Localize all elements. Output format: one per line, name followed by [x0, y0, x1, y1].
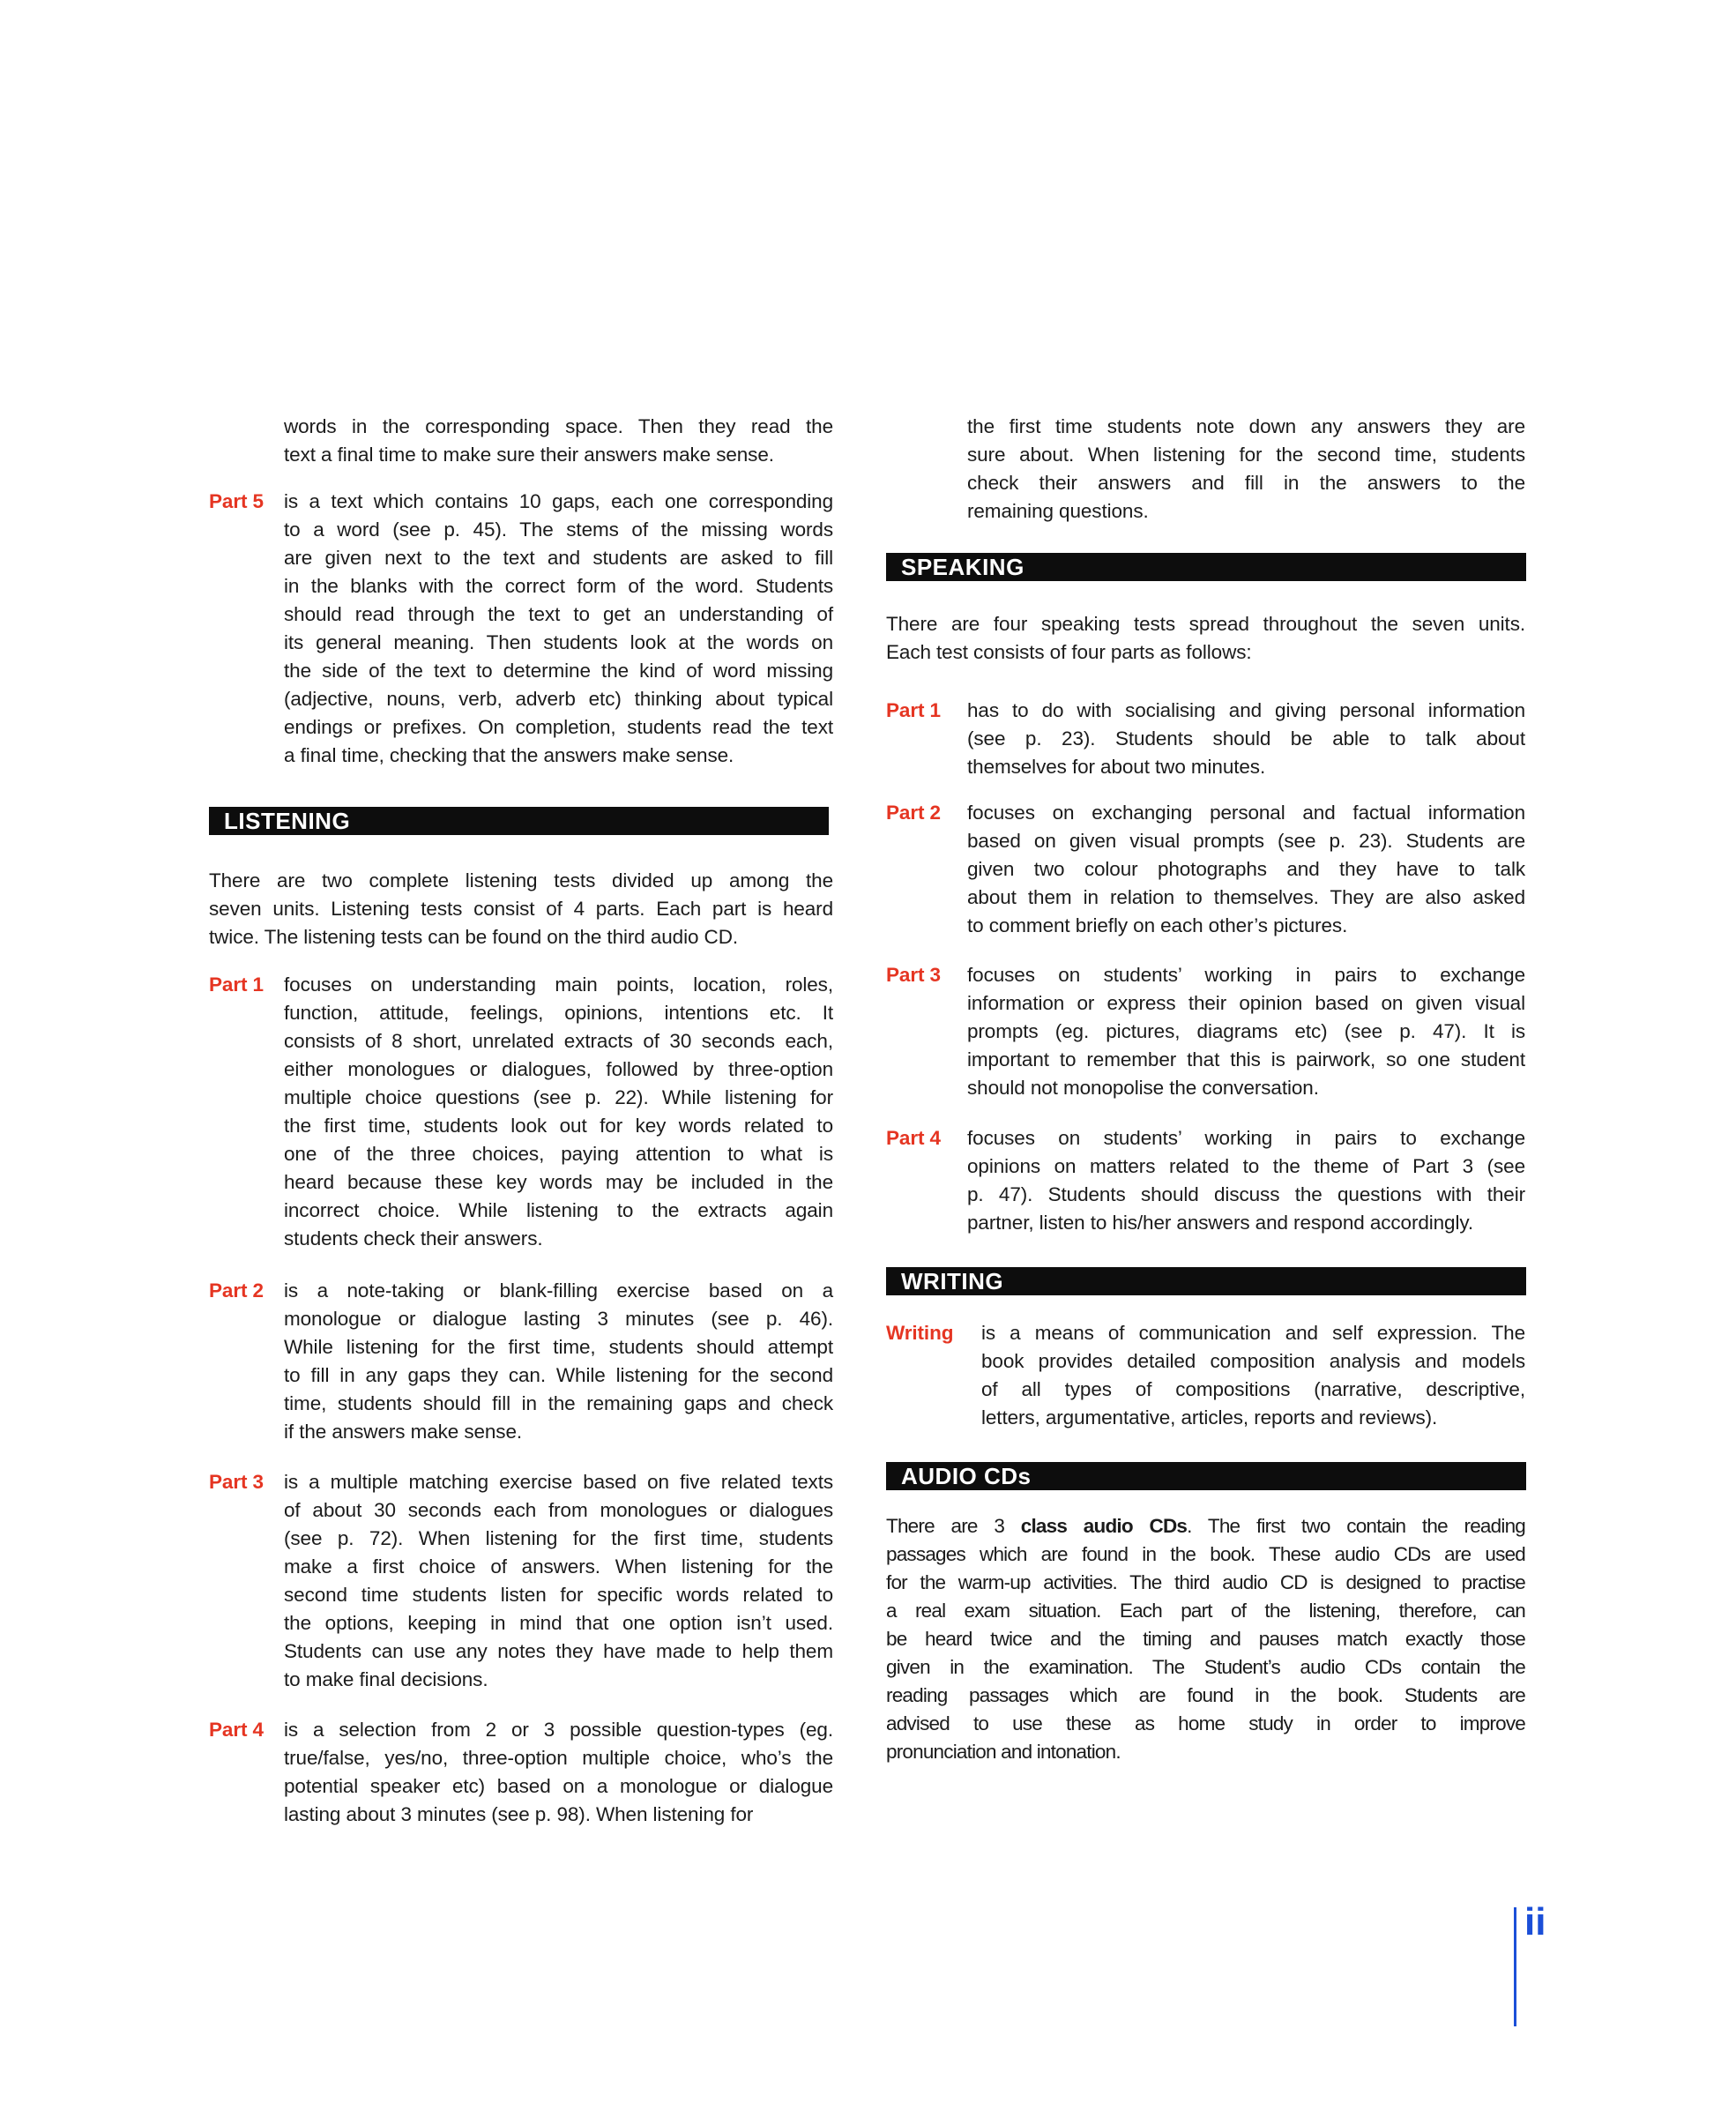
listening-part4-paragraph [209, 1716, 833, 1829]
writing-section-header: WRITING [886, 1267, 1526, 1295]
part-label: Part 3 [209, 1471, 264, 1493]
listening-part2-paragraph [209, 1277, 833, 1446]
listening-intro-paragraph: There are two complete listening tests divided up among the seven units. Listening tests consist of 4 parts. Each part is heard twice. The listening tests can be found on the third audio CD. [209, 869, 833, 948]
part-body: has to do with socialising and giving personal information (see p. 23). Students should be able to talk about themselves for about two minutes. [967, 699, 1525, 778]
part-label: Part 4 [209, 1719, 264, 1741]
reading-part4-continuation-paragraph: words in the corresponding space. Then they read the text a final time to make sure their answers make sense. [284, 415, 833, 466]
part-body: focuses on exchanging personal and factual information based on given visual prompts (see p. 23). Students are given two colour photographs and they have to talk about them in relation to themselves. They are also asked to comment briefly on each other’s pictures. [967, 802, 1525, 936]
part-body: is a multiple matching exercise based on five related texts of about 30 seconds each from monologues or dialogues (see p. 72). When listening for the first time, students make a first choice of answers. When listening for the second time students listen for specific words related to the options, keeping in mind that one option isn’t used. Students can use any notes they have made to help them to make final decisions. [284, 1471, 833, 1690]
part-label: Part 3 [886, 964, 941, 986]
audio-cds-section-header: AUDIO CDs [886, 1462, 1526, 1490]
part-label: Part 5 [209, 490, 264, 512]
speaking-part2-paragraph [886, 799, 1525, 940]
writing-paragraph [886, 1319, 1525, 1432]
part-body: focuses on students’ working in pairs to exchange opinions on matters related to the theme of Part 3 (see p. 47). Students should discuss the questions with their partner, listen to his/her answers and respond accordingly. [967, 1127, 1525, 1234]
speaking-part3-paragraph [886, 961, 1525, 1102]
part-body: focuses on understanding main points, location, roles, function, attitude, feelings, opinions, intentions etc. It consists of 8 short, unrelated extracts of 30 seconds each, either monologues or dialogues, followed by three-option multiple choice questions (see p. 22). While listening for the first time, students look out for key words related to one of the three choices, paying attention to what is heard because these key words may be included in the incorrect choice. While listening to the extracts again students check their answers. [284, 973, 833, 1249]
page-number: ii [1524, 1900, 1546, 1943]
part-label: Part 2 [209, 1279, 264, 1302]
audio-cds-paragraph: There are 3 class audio CDs. The first two contain the reading passages which are found in the book. These audio CDs are used for the warm-up activities. The third audio CD is designed to practise a real exam situation. Each part of the listening, therefore, can be heard twice and the timing and pauses match exactly those given in the examination. The Student’s audio CDs contain the reading passages which are found in the book. Students are advised to use these as home study in order to improve pronunciation and intonation. [886, 1515, 1525, 1763]
reading-part5-paragraph [209, 488, 833, 770]
speaking-section-header: SPEAKING [886, 553, 1526, 581]
left-column [209, 413, 833, 1829]
listening-part3-paragraph [209, 1468, 833, 1694]
listening-part4-continuation-paragraph: the first time students note down any answers they are sure about. When listening for the second time, students check their answers and fill in the answers to the remaining questions. [967, 415, 1525, 522]
speaking-part4-paragraph [886, 1124, 1525, 1237]
part-body: is a text which contains 10 gaps, each one corresponding to a word (see p. 45). The stems of the missing words are given next to the text and students are asked to fill in the blanks with the correct form of the word. Students should read through the text to get an understanding of its general meaning. Then students look at the words on the side of the text to determine the kind of word missing (adjective, nouns, verb, adverb etc) thinking about typical endings or prefixes. On completion, students read the text a final time, checking that the answers make sense. [284, 490, 833, 766]
part-label: Part 1 [886, 699, 941, 721]
speaking-part1-paragraph [886, 697, 1525, 781]
page-number-rule [1514, 1907, 1516, 2026]
part-label: Part 1 [209, 973, 264, 996]
listening-section-header: LISTENING [209, 807, 829, 835]
part-label: Part 4 [886, 1127, 941, 1149]
part-body: focuses on students’ working in pairs to exchange information or express their opinion based on given visual prompts (eg. pictures, diagrams etc) (see p. 47). It is important to remember that this is pairwork, so one student should not monopolise the conversation. [967, 964, 1525, 1099]
speaking-intro-paragraph: There are four speaking tests spread throughout the seven units. Each test consists of four parts as follows: [886, 613, 1525, 663]
listening-part1-paragraph [209, 971, 833, 1253]
part-label: Writing [886, 1322, 954, 1344]
part-body: is a means of communication and self expression. The book provides detailed composition analysis and models of all types of compositions (narrative, descriptive, letters, argumentative, articles, reports and reviews). [981, 1322, 1525, 1428]
part-body: is a note-taking or blank-filling exercise based on a monologue or dialogue lasting 3 minutes (see p. 46). While listening for the first time, students should attempt to fill in any gaps they can. While listening for the second time, students should fill in the remaining gaps and check if the answers make sense. [284, 1279, 833, 1443]
right-column [886, 413, 1525, 1766]
part-body: is a selection from 2 or 3 possible question-types (eg. true/false, yes/no, three-option multiple choice, who’s the potential speaker etc) based on a monologue or dialogue lasting about 3 minutes (see p. 98). When listening for [284, 1719, 833, 1825]
part-label: Part 2 [886, 802, 941, 824]
